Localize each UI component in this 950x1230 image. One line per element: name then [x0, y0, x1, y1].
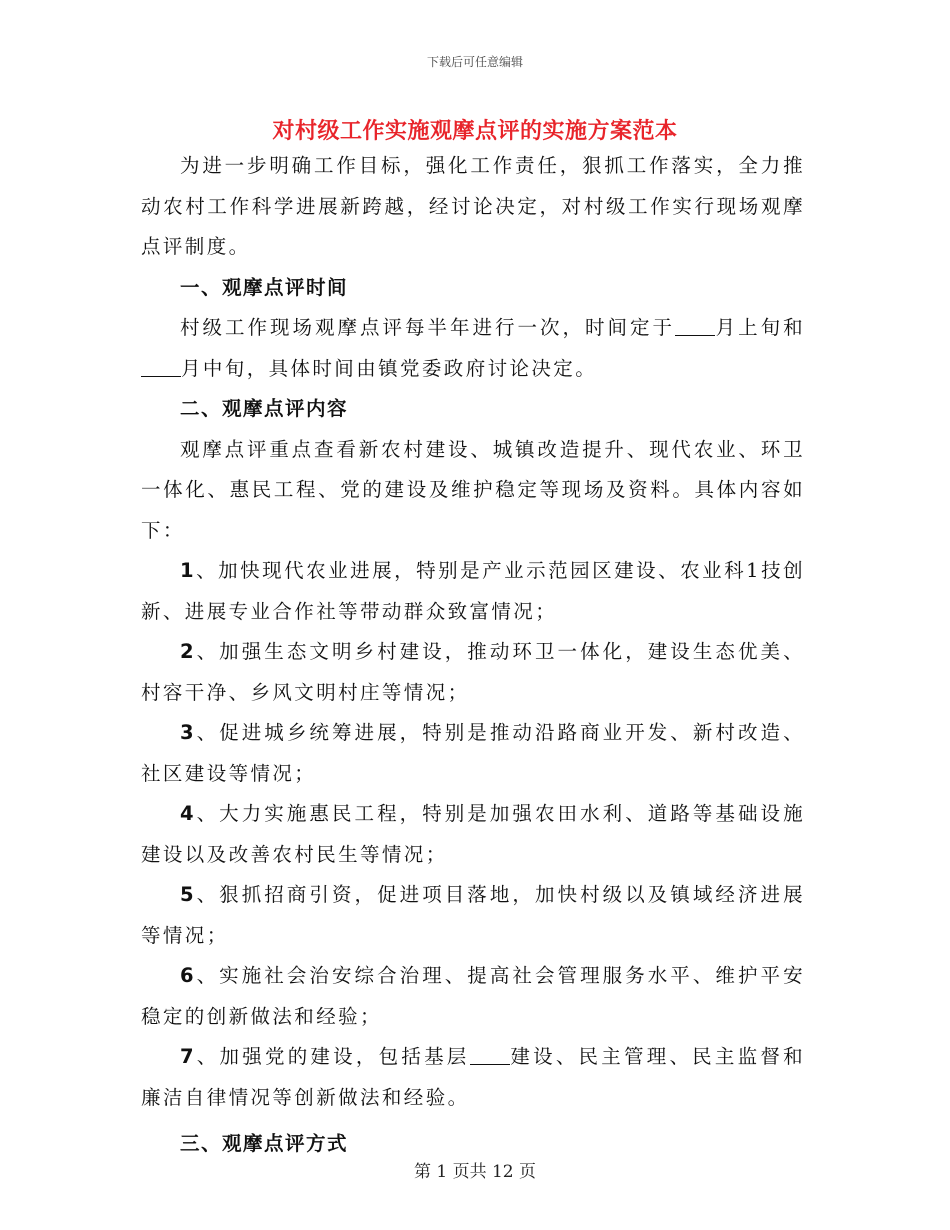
list-item: [141, 875, 805, 956]
fill-blank: [141, 358, 181, 377]
time-text-c: 月中旬，具体时间由镇党委政府讨论决定。: [181, 356, 598, 380]
item-number: 2: [180, 640, 196, 663]
time-text-b: 月上旬和: [714, 316, 805, 339]
content-intro-paragraph: 观摩点评重点查看新农村建设、城镇改造提升、现代农业、环卫一体化、惠民工程、党的建设及维护稳定等现场及资料。具体内容如下：: [141, 437, 805, 542]
item-text-a: 、加强党的建设，包括基层: [195, 1045, 470, 1068]
section-heading-method: 三、观摩点评方式: [180, 1132, 349, 1155]
fill-blank: [470, 1046, 510, 1065]
item-number: 6: [180, 964, 196, 987]
list-item: [141, 794, 805, 875]
item-text: 、加快现代农业进展，特别是产业示范园区建设、农业科1技创新、进展专业合作社等带动群众致富情况；: [141, 559, 805, 623]
item-number: 7: [180, 1045, 196, 1068]
document-body: [141, 146, 805, 1165]
item-text: 、大力实施惠民工程，特别是加强农田水利、道路等基础设施建设以及改善农村民生等情况；: [141, 802, 805, 866]
list-item: [141, 632, 805, 713]
page-footer: 第 1 页共 12 页: [413, 1162, 537, 1182]
document-title: 对村级工作实施观摩点评的实施方案范本: [272, 119, 678, 144]
section-heading-time: 一、观摩点评时间: [180, 275, 349, 299]
fill-blank: [675, 317, 715, 336]
time-text-a: 村级工作现场观摩点评每半年进行一次，时间定于: [180, 316, 675, 339]
page-header-note: 下载后可任意编辑: [426, 55, 523, 69]
list-item: [141, 1037, 805, 1118]
item-number: 4: [180, 802, 196, 825]
item-number: 3: [180, 721, 196, 744]
item-text: 、促进城乡统筹进展，特别是推动沿路商业开发、新村改造、社区建设等情况；: [141, 721, 805, 785]
time-paragraph: [141, 308, 805, 389]
item-text-b: 建设、民主管理、民主监督和廉洁自律情况等创新做法和经验。: [141, 1045, 805, 1109]
item-text: 、狠抓招商引资，促进项目落地，加快村级以及镇域经济进展等情况；: [141, 883, 805, 947]
list-item: [141, 551, 805, 632]
item-number: 5: [180, 883, 196, 906]
item-number: 1: [180, 559, 196, 582]
list-item: [141, 956, 805, 1037]
item-text: 、加强生态文明乡村建设，推动环卫一体化，建设生态优美、村容干净、乡风文明村庄等情况；: [141, 640, 805, 704]
intro-paragraph: 为进一步明确工作目标，强化工作责任，狠抓工作落实，全力推动农村工作科学进展新跨越，经讨论决定，对村级工作实行现场观摩点评制度。: [141, 154, 805, 258]
section-heading-content: 二、观摩点评内容: [180, 397, 349, 420]
list-item: [141, 713, 805, 794]
item-text: 、实施社会治安综合治理、提高社会管理服务水平、维护平安稳定的创新做法和经验；: [141, 964, 805, 1028]
